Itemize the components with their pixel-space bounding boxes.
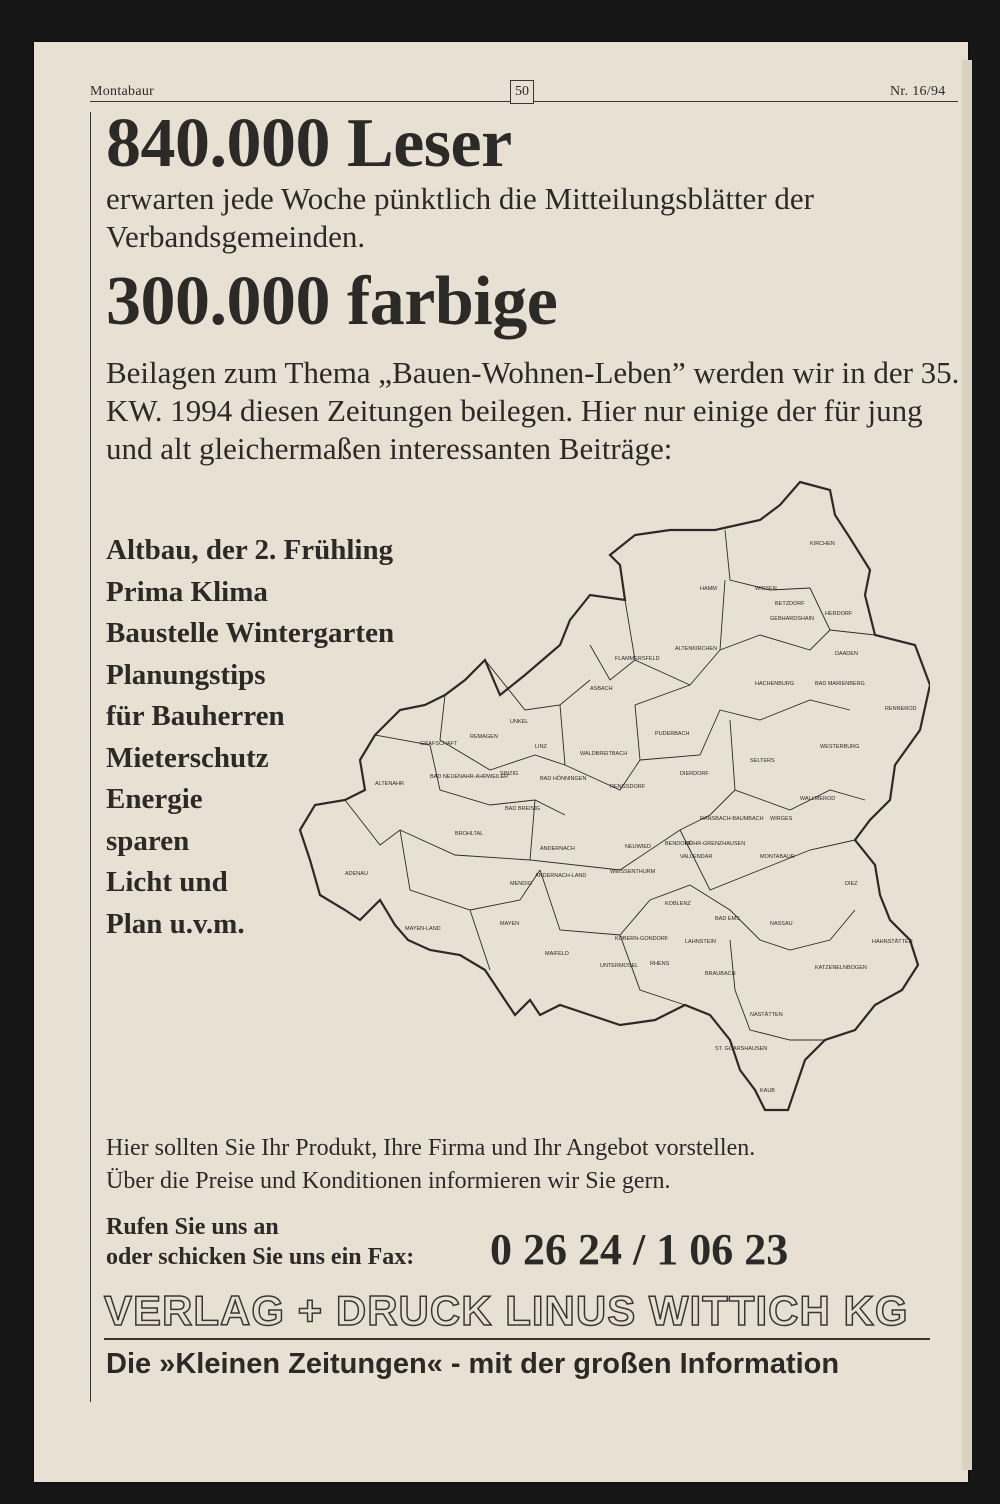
call-to-action [106,1212,414,1272]
map-label: BAD MARIENBERG [815,681,865,687]
map-label: BROHLTAL [455,831,484,837]
map-label: BAD EMS [715,916,740,922]
map-label: FLAMMERSFELD [615,656,660,662]
map-label: MONTABAUR [760,854,795,860]
map-label: DIEZ [845,881,858,887]
map-label: HAHNSTÄTTEN [872,939,913,945]
map-label: KATZENELNBOGEN [815,965,867,971]
map-label: ALTENAHR [375,781,404,787]
map-label: SINZIG [500,771,519,777]
topic-item: sparen [106,824,190,857]
map-label: BAD NEUENAHR-AHRWEILER [430,774,509,780]
map-label: PUDERBACH [655,731,690,737]
district-map-svg [290,470,930,1120]
tagline: Die »Kleinen Zeitungen« - mit der großen Information [106,1348,840,1380]
inserts-paragraph: Beilagen zum Thema „Bauen-Wohnen-Leben” werden wir in der 35. KW. 1994 diesen Zeitungen beilegen. Hier nur einige der für jung und alt gleichermaßen interessanten Beiträge: [106,355,960,466]
map-label: ANDERNACH-LAND [535,873,587,879]
map-label: ASBACH [590,686,613,692]
page-number: 50 [510,80,534,104]
header-town: Montabaur [90,84,155,99]
map-label: ANDERNACH [540,846,575,852]
call-line: oder schicken Sie uns ein Fax: [106,1244,415,1270]
topic-item: Planungstips [106,658,266,691]
map-label: MAYEN-LAND [405,926,441,932]
topic-item: Mieterschutz [106,741,269,774]
map-label: RHENS [650,961,670,967]
map-outline [300,482,930,1110]
map-label: KOBLENZ [665,901,691,907]
district-map [290,470,930,1120]
map-label: RENGSDORF [610,784,646,790]
map-label: WIRGES [770,816,793,822]
map-label: MAYEN [500,921,520,927]
map-label: RENNEROD [885,706,917,712]
map-label: WEISSENTHURM [610,869,656,875]
map-label: ST. GOARSHAUSEN [715,1046,768,1052]
info-text [106,1132,755,1198]
map-label: HACHENBURG [755,681,795,687]
map-label: NASSAU [770,921,793,927]
map-label: RANSBACH-BAUMBACH [700,816,764,822]
map-label: BAD BREISIG [505,806,541,812]
map-label: WALLMEROD [800,796,836,802]
map-label: BAD HÖNNINGEN [540,776,587,782]
map-labels [345,541,917,1094]
map-label: SELTERS [750,758,775,764]
map-label: BETZDORF [775,601,805,607]
map-label: KIRCHEN [810,541,835,547]
map-label: HERDORF [825,611,853,617]
map-label: KOBERN-GONDORF [615,936,669,942]
map-label: NEUWIED [625,844,651,850]
footer-rule [104,1338,930,1340]
topic-item: Plan u.v.m. [106,907,245,940]
map-label: UNTERMOSEL [600,963,639,969]
info-line: Hier sollten Sie Ihr Produkt, Ihre Firma und Ihr Angebot vorstellen. [106,1135,756,1161]
map-label: MAIFELD [545,951,569,957]
fax-number: 0 26 24 / 1 06 23 [490,1225,789,1274]
map-label: ADENAU [345,871,368,877]
map-label: WESTERBURG [820,744,860,750]
map-label: HAMM [700,586,717,592]
next-page-edge [962,60,972,1470]
call-line: Rufen Sie uns an [106,1214,279,1240]
topic-item: Baustelle Wintergarten [106,617,395,649]
map-label: UNKEL [510,719,529,725]
map-label: WALDBREITBACH [580,751,628,757]
map-label: WISSEN [755,586,777,592]
headline-inserts: 300.000 farbige [106,263,558,340]
map-label: LAHNSTEIN [685,939,716,945]
map-label: DAADEN [835,651,858,657]
topic-item: für Bauherren [106,700,285,732]
map-label: GEBHARDSHAIN [770,616,815,622]
map-label: VALLENDAR [680,854,713,860]
header-issue: Nr. 16/94 [890,84,946,99]
topic-item: Licht und [106,866,228,898]
map-label: KAUB [760,1088,775,1094]
ad-border-left [90,112,91,1402]
headline-readers: 840.000 Leser [106,105,512,182]
map-label: GRAFSCHAFT [420,741,458,747]
map-label: HÖHR-GRENZHAUSEN [685,841,746,847]
intro-paragraph: erwarten jede Woche pünktlich die Mitteilungsblätter der Verbandsgemeinden. [106,181,814,254]
map-label: DIERDORF [680,771,709,777]
map-label: NASTÄTTEN [750,1012,783,1018]
publisher-logo-text: VERLAG + DRUCK LINUS WITTICH KG [104,1287,909,1334]
map-label: BENDORF [665,841,692,847]
map-label: REMAGEN [470,734,498,740]
map-label: LINZ [535,744,547,750]
map-label: ALTENKIRCHEN [675,646,718,652]
topic-item: Prima Klima [106,575,268,608]
map-label: MENDIG [510,881,532,887]
map-label: BRAUBACH [705,971,736,977]
info-line: Über die Preise und Konditionen informieren wir Sie gern. [106,1168,671,1194]
topic-item: Energie [106,783,203,815]
topic-item: Altbau, der 2. Frühling [106,534,394,566]
